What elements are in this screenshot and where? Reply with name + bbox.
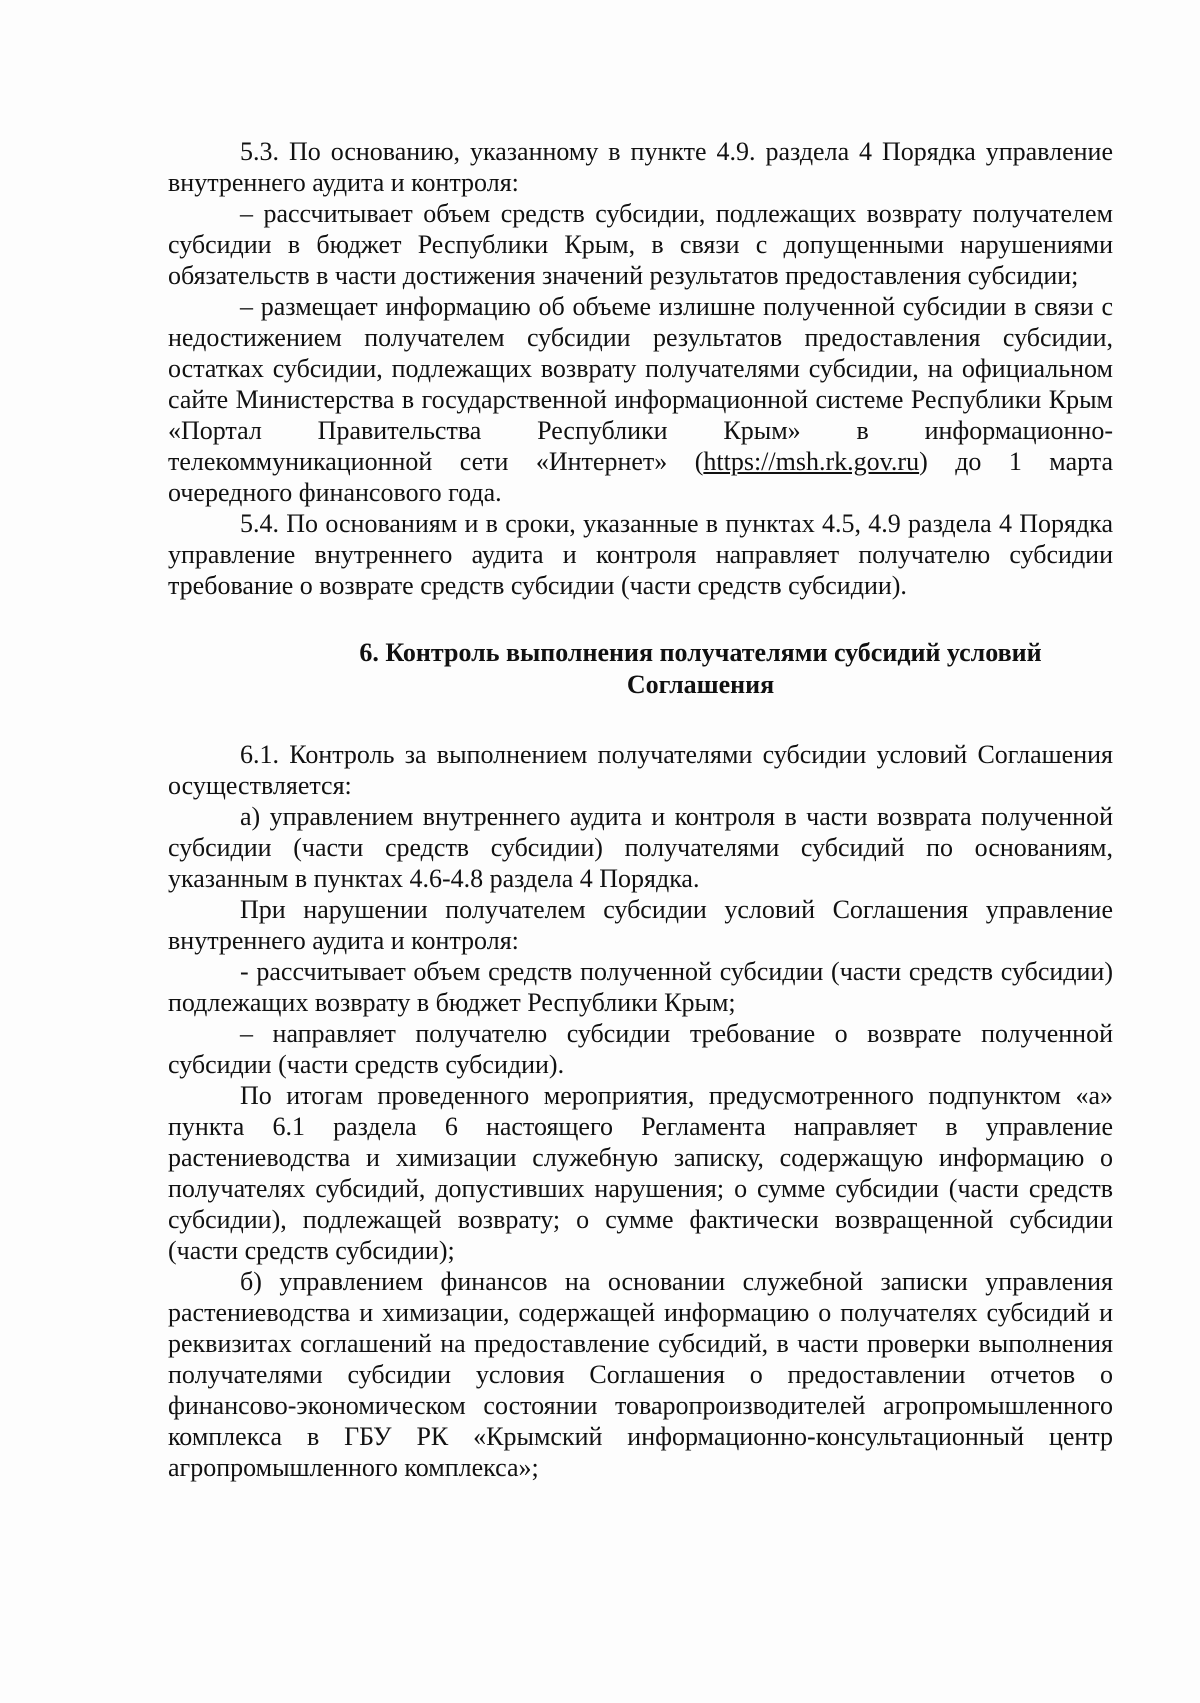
paragraph-violation: При нарушении получателем субсидии условий Соглашения управление внутреннего аудита и контроля: — [168, 895, 1113, 955]
paragraph-calculate: - рассчитывает объем средств полученной субсидии (части средств субсидии) подлежащих возврату в бюджет Республики Крым; — [168, 957, 1113, 1017]
section-6-heading — [168, 637, 1113, 701]
paragraph-send-demand: – направляет получателю субсидии требование о возврате полученной субсидии (части средств субсидии). — [168, 1019, 1113, 1079]
paragraph-5-3-publish — [168, 291, 1113, 508]
publish-text-before: – размещает информацию об объеме излишне полученной субсидии в связи с недостижением получателем субсидии результатов предоставления субсидии, остатках субсидии, подлежащих возврату получателями субсидии, на официальном сайте Министерства в государственной информационной системе Республики Крым «Портал Правительства Республики Крым» в информационно-телекоммуникационной сети «Интернет» ( — [168, 292, 1113, 476]
publish-text-after: ) до 1 марта очередного финансового года. — [168, 447, 1113, 507]
paragraph-5-4: 5.4. По основаниям и в сроки, указанные в пунктах 4.5, 4.9 раздела 4 Порядка управление внутреннего аудита и контроля направляет получателю субсидии требование о возврате средств субсидии (части средств субсидии). — [168, 509, 1113, 600]
paragraph-5-3-calculate: – рассчитывает объем средств субсидии, подлежащих возврату получателем субсидии в бюджет Республики Крым, в связи с допущенными нарушениями обязательств в части достижения значений результатов предоставления субсидии; — [168, 199, 1113, 290]
ministry-site-link[interactable]: https://msh.rk.gov.ru — [703, 447, 920, 476]
paragraph-results: По итогам проведенного мероприятия, предусмотренного подпунктом «а» пункта 6.1 раздела 6 настоящего Регламента направляет в управление растениеводства и химизации служебную записку, содержащую информацию о получателях субсидий, допустивших нарушения; о сумме субсидии (части средств субсидии), подлежащей возврату; о сумме фактически возвращенной субсидии (части средств субсидии); — [168, 1081, 1113, 1265]
paragraph-6-1: 6.1. Контроль за выполнением получателями субсидии условий Соглашения осуществляется: — [168, 740, 1113, 800]
section-6-heading-line-2: Соглашения — [626, 670, 775, 699]
section-6-heading-line-1: 6. Контроль выполнения получателями субсидий условий — [359, 638, 1042, 667]
document-body — [168, 136, 1113, 1483]
paragraph-6-1-a: а) управлением внутреннего аудита и контроля в части возврата полученной субсидии (части средств субсидии) получателями субсидий по основаниям, указанным в пунктах 4.6-4.8 раздела 4 Порядка. — [168, 802, 1113, 893]
paragraph-6-1-b: б) управлением финансов на основании служебной записки управления растениеводства и химизации, содержащей информацию о получателях субсидий и реквизитах соглашений на предоставление субсидий, в части проверки выполнения получателями субсидии условия Соглашения о предоставлении отчетов о финансово-экономическом состоянии товаропроизводителей агропромышленного комплекса в ГБУ РК «Крымский информационно-консультационный центр агропромышленного комплекса»; — [168, 1267, 1113, 1482]
paragraph-5-3: 5.3. По основанию, указанному в пункте 4.9. раздела 4 Порядка управление внутреннего аудита и контроля: — [168, 137, 1113, 197]
